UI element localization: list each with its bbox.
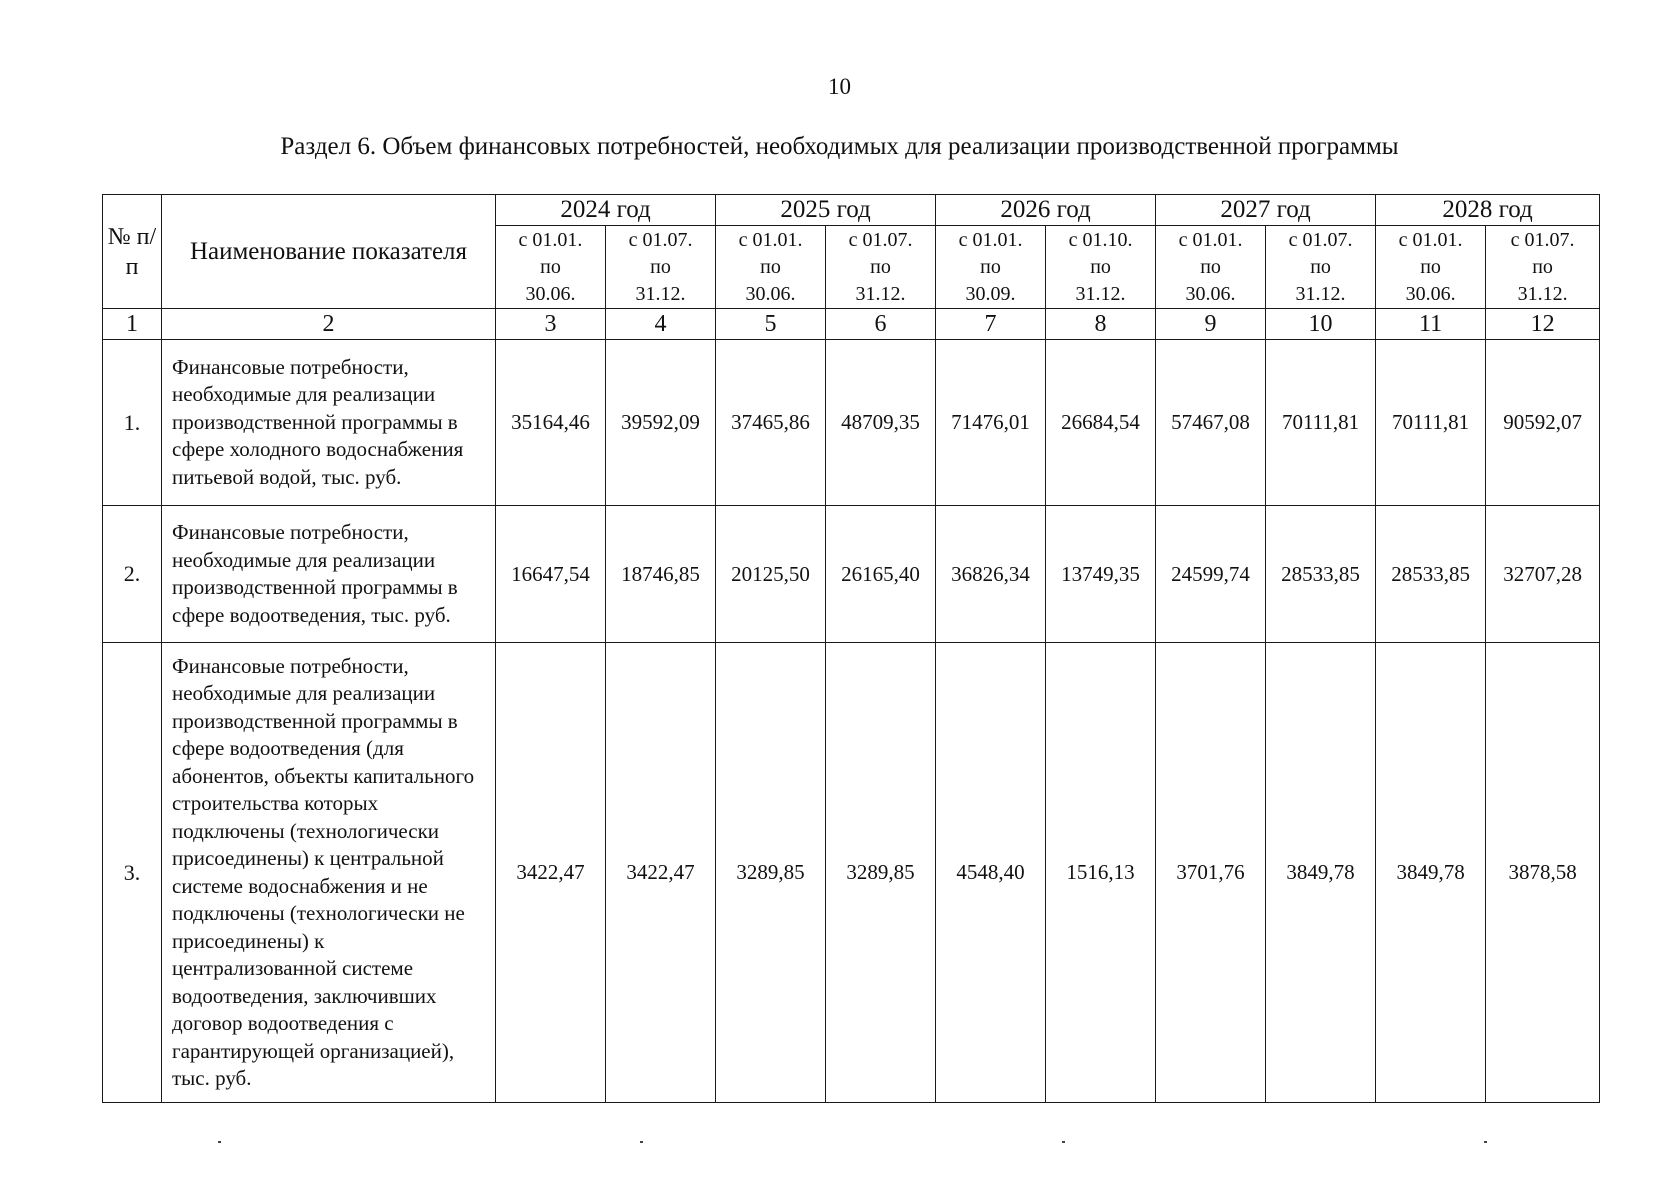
period-header xyxy=(606,226,716,309)
period-from: с 01.01. xyxy=(518,228,583,251)
value-cell: 24599,74 xyxy=(1156,506,1266,643)
period-header xyxy=(496,226,606,309)
value-cell: 37465,86 xyxy=(716,340,826,506)
header-indicator-name: Наименование показателя xyxy=(162,195,496,309)
period-header xyxy=(1266,226,1376,309)
scan-mark xyxy=(218,1141,221,1143)
column-index: 3 xyxy=(496,309,606,340)
value-cell: 3289,85 xyxy=(826,643,936,1103)
value-cell: 71476,01 xyxy=(936,340,1046,506)
period-from: с 01.01. xyxy=(958,228,1023,251)
indicator-name: Финансовые потребности, необходимые для реализации производственной программы в сфере холодного водоснабжения питьевой водой, тыс. руб. xyxy=(162,340,496,506)
value-cell: 4548,40 xyxy=(936,643,1046,1103)
period-from: с 01.01. xyxy=(1178,228,1243,251)
value-cell: 28533,85 xyxy=(1266,506,1376,643)
period-header xyxy=(1376,226,1486,309)
period-by: по xyxy=(540,255,561,278)
period-from: с 01.07. xyxy=(1288,228,1353,251)
period-header xyxy=(716,226,826,309)
period-to: 30.06. xyxy=(1185,282,1236,305)
value-cell: 3849,78 xyxy=(1376,643,1486,1103)
period-to: 31.12. xyxy=(635,282,686,305)
period-to: 31.12. xyxy=(1517,282,1568,305)
year-header: 2028 год xyxy=(1376,195,1600,226)
year-header: 2027 год xyxy=(1156,195,1376,226)
header-number: № п/п xyxy=(103,195,162,309)
period-by: по xyxy=(870,255,891,278)
table-row xyxy=(103,340,1600,506)
row-number: 3. xyxy=(103,643,162,1103)
period-by: по xyxy=(1420,255,1441,278)
period-to: 30.09. xyxy=(965,282,1016,305)
period-from: с 01.07. xyxy=(848,228,913,251)
year-header: 2026 год xyxy=(936,195,1156,226)
column-index: 10 xyxy=(1266,309,1376,340)
period-by: по xyxy=(1090,255,1111,278)
value-cell: 3289,85 xyxy=(716,643,826,1103)
period-to: 30.06. xyxy=(745,282,796,305)
period-header xyxy=(826,226,936,309)
period-to: 31.12. xyxy=(1075,282,1126,305)
period-to: 31.12. xyxy=(1295,282,1346,305)
value-cell: 13749,35 xyxy=(1046,506,1156,643)
value-cell: 70111,81 xyxy=(1266,340,1376,506)
financial-needs-table xyxy=(102,194,1600,1103)
page-number: 10 xyxy=(828,74,851,99)
year-header: 2024 год xyxy=(496,195,716,226)
period-from: с 01.01. xyxy=(738,228,803,251)
period-by: по xyxy=(1200,255,1221,278)
column-index: 11 xyxy=(1376,309,1486,340)
period-header xyxy=(936,226,1046,309)
period-to: 30.06. xyxy=(1405,282,1456,305)
column-index: 8 xyxy=(1046,309,1156,340)
period-from: с 01.07. xyxy=(1510,228,1575,251)
value-cell: 18746,85 xyxy=(606,506,716,643)
period-by: по xyxy=(980,255,1001,278)
scan-mark xyxy=(640,1141,643,1143)
column-index: 2 xyxy=(162,309,496,340)
column-index: 1 xyxy=(103,309,162,340)
value-cell: 26684,54 xyxy=(1046,340,1156,506)
period-by: по xyxy=(1310,255,1331,278)
value-cell: 57467,08 xyxy=(1156,340,1266,506)
value-cell: 28533,85 xyxy=(1376,506,1486,643)
value-cell: 3878,58 xyxy=(1486,643,1600,1103)
value-cell: 3849,78 xyxy=(1266,643,1376,1103)
scan-mark xyxy=(1484,1141,1487,1143)
value-cell: 35164,46 xyxy=(496,340,606,506)
table-row xyxy=(103,643,1600,1103)
column-index: 5 xyxy=(716,309,826,340)
period-by: по xyxy=(1532,255,1553,278)
table-row xyxy=(103,506,1600,643)
year-header: 2025 год xyxy=(716,195,936,226)
value-cell: 3422,47 xyxy=(496,643,606,1103)
value-cell: 16647,54 xyxy=(496,506,606,643)
value-cell: 1516,13 xyxy=(1046,643,1156,1103)
period-by: по xyxy=(650,255,671,278)
value-cell: 39592,09 xyxy=(606,340,716,506)
column-index: 4 xyxy=(606,309,716,340)
indicator-name: Финансовые потребности, необходимые для реализации производственной программы в сфере водоотведения, тыс. руб. xyxy=(162,506,496,643)
value-cell: 3422,47 xyxy=(606,643,716,1103)
scan-mark xyxy=(1062,1141,1065,1143)
period-to: 30.06. xyxy=(525,282,576,305)
value-cell: 26165,40 xyxy=(826,506,936,643)
period-from: с 01.10. xyxy=(1068,228,1133,251)
indicator-name: Финансовые потребности, необходимые для реализации производственной программы в сфере водоотведения (для абонентов, объекты капитального строительства которых подключены (технологически присоединены) к центральной системе водоснабжения и не подключены (технологически не присоединены) к централизованной системе водоотведения, заключивших договор водоотведения с гарантирующей организацией), тыс. руб. xyxy=(162,643,496,1103)
column-index: 6 xyxy=(826,309,936,340)
period-to: 31.12. xyxy=(855,282,906,305)
period-header xyxy=(1046,226,1156,309)
row-number: 2. xyxy=(103,506,162,643)
value-cell: 90592,07 xyxy=(1486,340,1600,506)
column-index: 9 xyxy=(1156,309,1266,340)
value-cell: 3701,76 xyxy=(1156,643,1266,1103)
column-index: 7 xyxy=(936,309,1046,340)
period-header xyxy=(1156,226,1266,309)
column-index: 12 xyxy=(1486,309,1600,340)
section-title: Раздел 6. Объем финансовых потребностей, необходимых для реализации производственной программы xyxy=(280,133,1399,160)
value-cell: 36826,34 xyxy=(936,506,1046,643)
value-cell: 32707,28 xyxy=(1486,506,1600,643)
period-by: по xyxy=(760,255,781,278)
period-from: с 01.01. xyxy=(1398,228,1463,251)
column-index-row xyxy=(103,309,1600,340)
year-header-row xyxy=(103,195,1600,226)
value-cell: 20125,50 xyxy=(716,506,826,643)
value-cell: 70111,81 xyxy=(1376,340,1486,506)
period-header xyxy=(1486,226,1600,309)
value-cell: 48709,35 xyxy=(826,340,936,506)
period-from: с 01.07. xyxy=(628,228,693,251)
row-number: 1. xyxy=(103,340,162,506)
